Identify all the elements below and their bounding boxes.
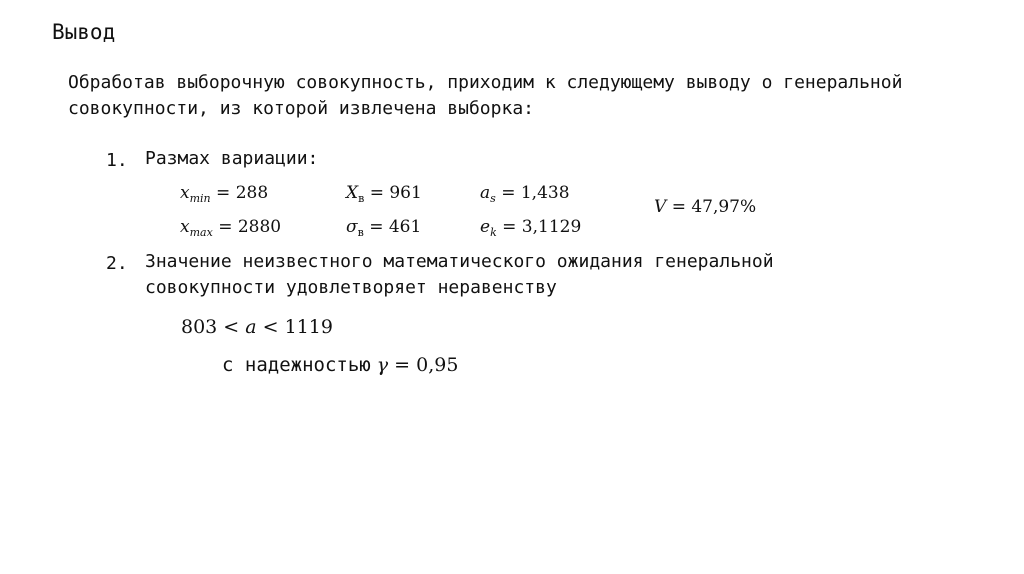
reliability-label: с надежностью [222, 354, 371, 376]
stat-kurtosis-subscript: k [490, 226, 497, 239]
stat-skewness-subscript: s [490, 192, 496, 205]
stat-xmin-value: = 288 [216, 183, 269, 203]
item-2-line-2: совокупности удовлетворяет неравенству [145, 277, 557, 298]
page-title: Вывод [52, 20, 116, 44]
inequality [181, 316, 333, 338]
stat-skewness-symbol: a [480, 183, 491, 203]
stat-mean-value: = 961 [369, 183, 422, 203]
stat-xmax-symbol: x [180, 217, 190, 237]
stat-mean-subscript: в [358, 192, 365, 205]
inequality-right: < 1119 [262, 316, 333, 338]
item-2-line-1: Значение неизвестного математического ожидания генеральной [145, 251, 774, 272]
gamma-symbol: γ [376, 354, 389, 376]
stat-xmax-value: = 2880 [218, 217, 282, 237]
intro-paragraph: Обработав выборочную совокупность, приходим к следующему выводу о генеральной совокупности, из которой извлечена выборка: [68, 72, 903, 119]
stat-stddev-value: = 461 [369, 217, 422, 237]
stat-variation-value: = 47,97% [671, 197, 757, 217]
item-2-number: 2. [106, 253, 128, 274]
stat-xmin-symbol: x [180, 183, 190, 203]
stat-xmin [180, 183, 268, 205]
stat-stddev-subscript: в [357, 226, 364, 239]
stat-kurtosis [480, 217, 581, 239]
stat-xmin-subscript: min [189, 192, 211, 205]
item-1-label: Размах вариации: [145, 148, 319, 169]
stat-mean-symbol: X [346, 183, 359, 203]
stat-xmax [180, 217, 281, 239]
stat-variation-symbol: V [654, 197, 667, 217]
stat-mean [346, 183, 422, 205]
reliability-line [222, 354, 458, 376]
stat-kurtosis-value: = 3,1129 [502, 217, 582, 237]
stat-skewness-value: = 1,438 [501, 183, 570, 203]
stat-variation-coefficient [654, 197, 756, 217]
gamma-value: = 0,95 [394, 354, 459, 376]
inequality-left: 803 < [181, 316, 240, 338]
stat-skewness [480, 183, 570, 205]
inequality-variable: a [245, 316, 257, 338]
stat-xmax-subscript: max [189, 226, 213, 239]
stat-kurtosis-symbol: e [480, 217, 491, 237]
stat-stddev-symbol: σ [346, 217, 358, 237]
item-1-number: 1. [106, 150, 128, 171]
stat-stddev [346, 217, 421, 239]
